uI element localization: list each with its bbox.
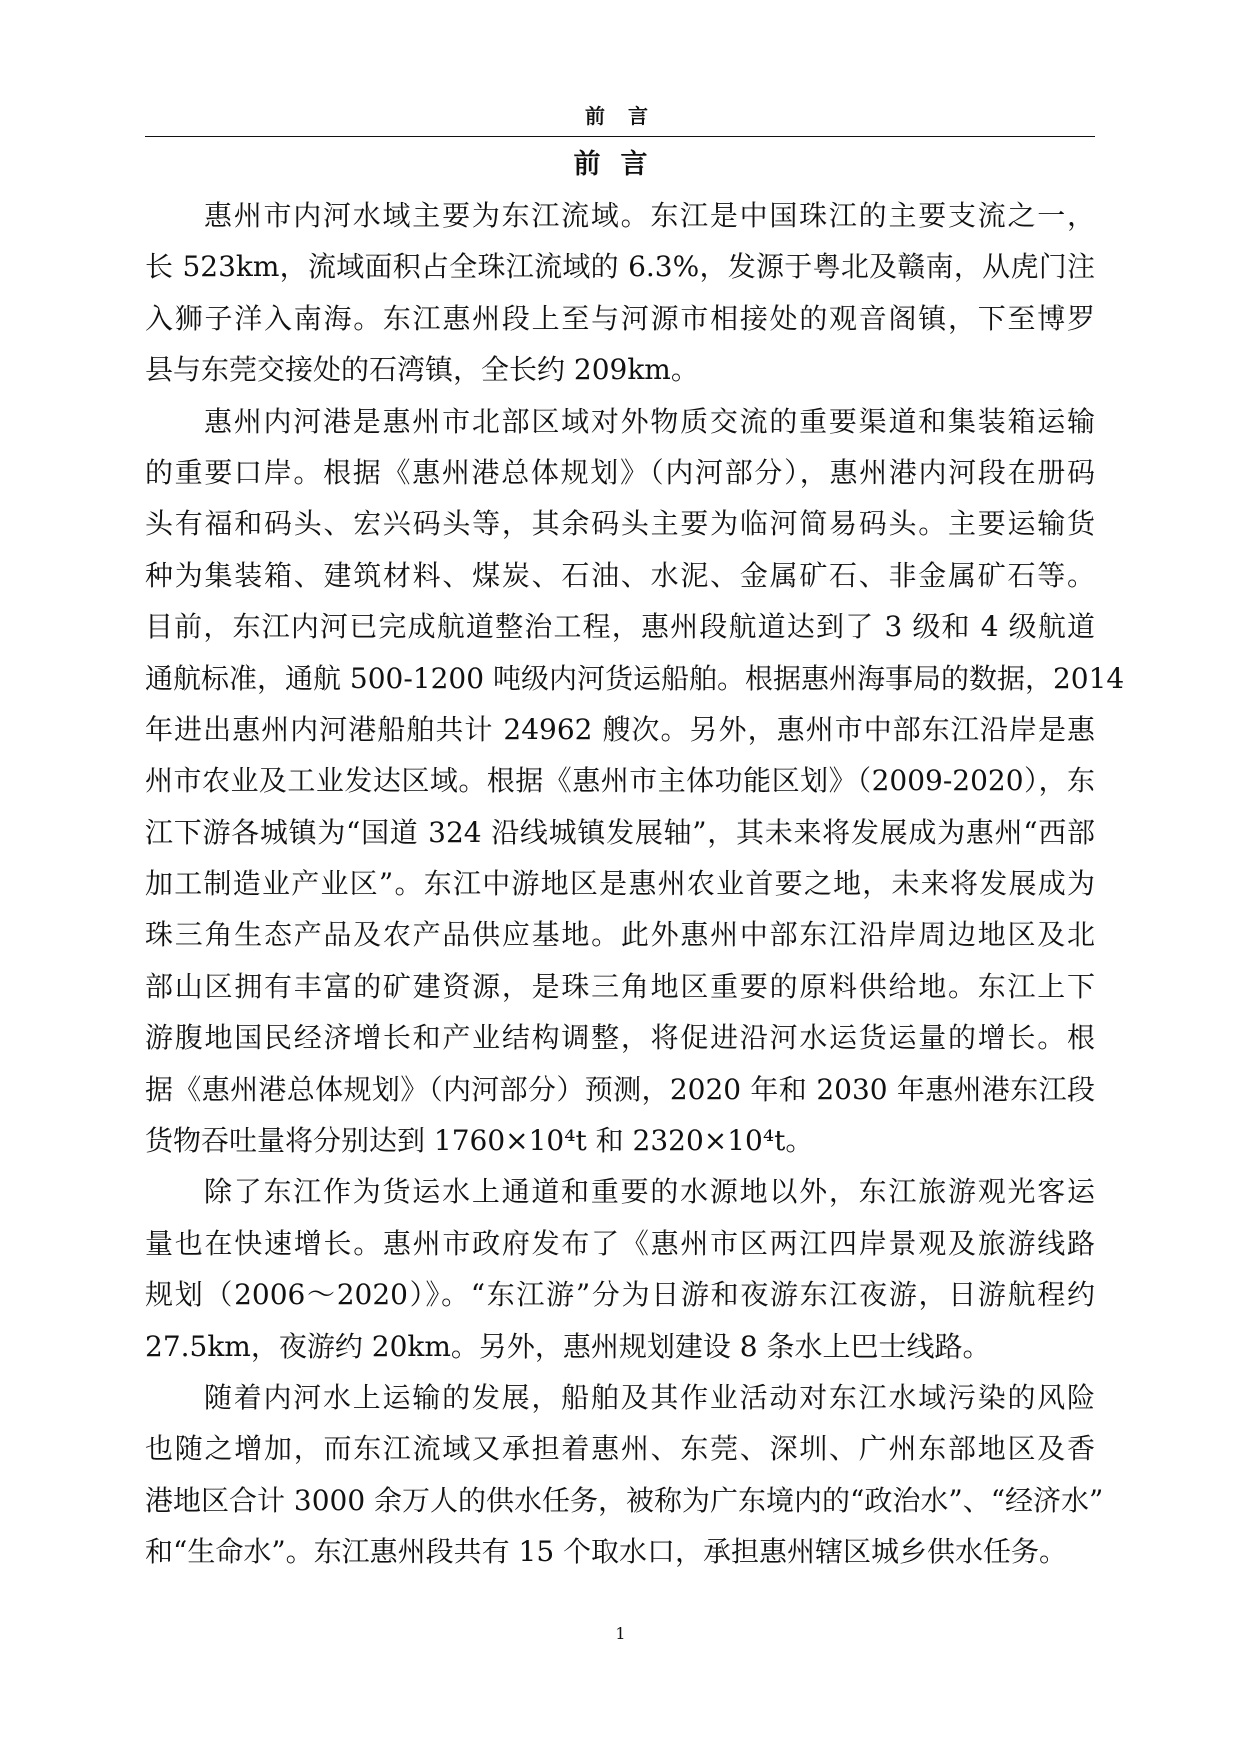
page-title: 前言: [573, 149, 668, 180]
paragraph: [145, 1372, 1104, 1578]
text-line: 27.5km，夜游约 20km。另外，惠州规划建设 8 条水上巴士线路。: [145, 1329, 991, 1363]
text-line: 加工制造业产业区”。东江中游地区是惠州农业首要之地，未来将发展成为: [145, 867, 1095, 901]
text-line: 的重要口岸。根据《惠州港总体规划》（内河部分），惠州港内河段在册码: [145, 455, 1095, 489]
page-number: 1: [615, 1624, 626, 1643]
text-line: 港地区合计 3000 余万人的供水任务，被称为广东境内的“政治水”、“经济水”: [145, 1483, 1104, 1517]
text-line: 珠三角生态产品及农产品供应基地。此外惠州中部东江沿岸周边地区及北: [145, 918, 1095, 952]
text-line: 江下游各城镇为“国道 324 沿线城镇发展轴”，其未来将发展成为惠州“西部: [145, 815, 1095, 849]
text-line: 惠州内河港是惠州市北部区域对外物质交流的重要渠道和集装箱运输: [204, 404, 1095, 438]
document-body: [145, 190, 1125, 1578]
text-line: 县与东莞交接处的石湾镇，全长约 209km。: [145, 353, 699, 387]
text-line: 随着内河水上运输的发展，船舶及其作业活动对东江水域污染的风险: [204, 1380, 1095, 1414]
paragraph: [145, 396, 1125, 1167]
running-header: 前 言: [585, 104, 656, 128]
paragraph: [145, 190, 1095, 396]
text-line: 规划（2006～2020）》。“东江游”分为日游和夜游东江夜游，日游航程约: [145, 1278, 1095, 1312]
text-line: 也随之增加，而东江流域又承担着惠州、东莞、深圳、广州东部地区及香: [145, 1432, 1095, 1466]
text-line: 游腹地国民经济增长和产业结构调整，将促进沿河水运货运量的增长。根: [145, 1021, 1095, 1055]
text-line: 除了东江作为货运水上通道和重要的水源地以外，东江旅游观光客运: [204, 1175, 1095, 1209]
header-rule: [145, 136, 1095, 137]
text-line: 据《惠州港总体规划》（内河部分）预测，2020 年和 2030 年惠州港东江段: [145, 1072, 1095, 1106]
text-line: 年进出惠州内河港船舶共计 24962 艘次。另外，惠州市中部东江沿岸是惠: [145, 712, 1095, 746]
text-line: 惠州市内河水域主要为东江流域。东江是中国珠江的主要支流之一，: [204, 199, 1095, 232]
text-line: 长 523km，流域面积占全珠江流域的 6.3%，发源于粤北及赣南，从虎门注: [145, 250, 1095, 284]
text-line: 种为集装箱、建筑材料、煤炭、石油、水泥、金属矿石、非金属矿石等。: [145, 558, 1095, 592]
text-line: 和“生命水”。东江惠州段共有 15 个取水口，承担惠州辖区城乡供水任务。: [145, 1535, 1068, 1569]
text-line: 州市农业及工业发达区域。根据《惠州市主体功能区划》（2009-2020），东: [145, 764, 1095, 798]
text-line: 货物吞吐量将分别达到 1760×10⁴t 和 2320×10⁴t。: [145, 1124, 814, 1158]
text-line: 入狮子洋入南海。东江惠州段上至与河源市相接处的观音阁镇，下至博罗: [145, 301, 1095, 335]
text-line: 头有福和码头、宏兴码头等，其余码头主要为临河简易码头。主要运输货: [145, 507, 1095, 541]
text-line: 量也在快速增长。惠州市政府发布了《惠州市区两江四岸景观及旅游线路: [145, 1226, 1095, 1260]
text-line: 目前，东江内河已完成航道整治工程，惠州段航道达到了 3 级和 4 级航道: [145, 610, 1095, 644]
text-line: 通航标准，通航 500-1200 吨级内河货运船舶。根据惠州海事局的数据，2014: [145, 661, 1125, 695]
text-line: 部山区拥有丰富的矿建资源，是珠三角地区重要的原料供给地。东江上下: [145, 969, 1095, 1003]
paragraph: [145, 1166, 1095, 1372]
